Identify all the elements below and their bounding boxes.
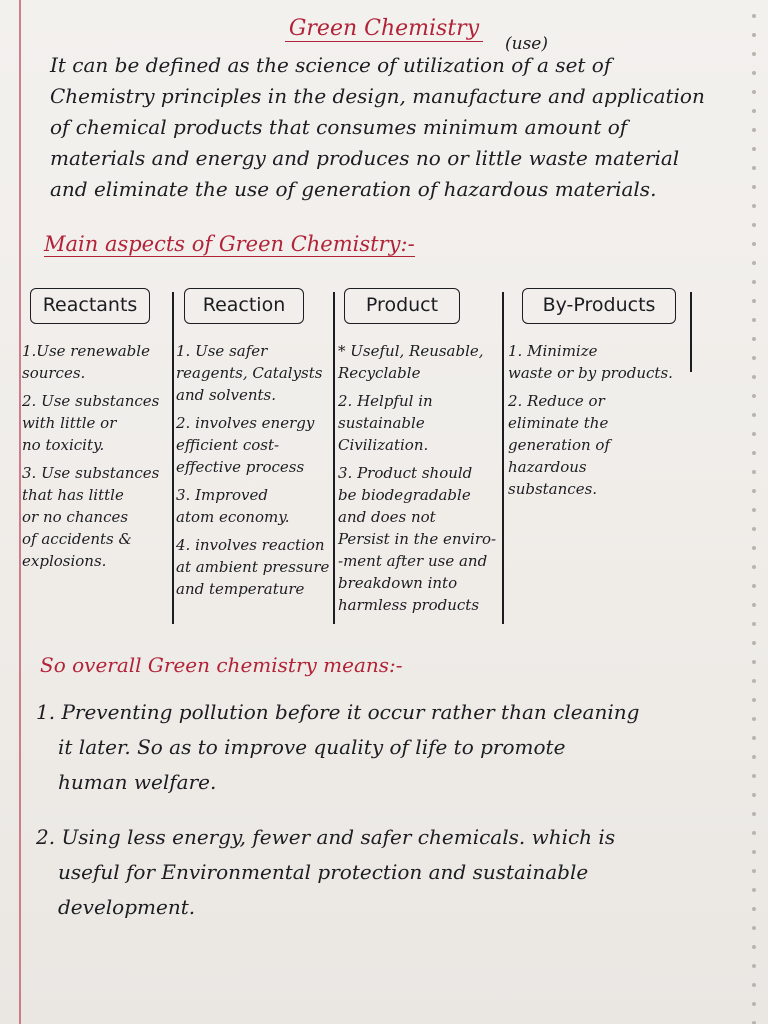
table-cell-line: 3. Improved — [176, 486, 268, 504]
column-divider — [502, 292, 504, 624]
perforation-dot — [752, 109, 756, 113]
table-cell-line: 3. Product should — [338, 464, 473, 482]
meaning-point — [36, 820, 748, 925]
table-cell-item — [176, 484, 330, 528]
header-product: Product — [344, 288, 460, 324]
table-cell-item — [338, 340, 500, 384]
perforation-dot — [752, 489, 756, 493]
table-cell-line: be biodegradable — [338, 486, 471, 504]
page-edge-perforation — [752, 0, 758, 1024]
table-cell-item — [22, 390, 170, 456]
perforation-dot — [752, 318, 756, 322]
table-cell-line: 2. Use substances — [22, 392, 160, 410]
perforation-dot — [752, 907, 756, 911]
header-reactants: Reactants — [30, 288, 150, 324]
perforation-dot — [752, 793, 756, 797]
meaning-point-line: development. — [58, 895, 196, 919]
perforation-dot — [752, 774, 756, 778]
table-cell-line: breakdown into — [338, 574, 458, 592]
perforation-dot — [752, 565, 756, 569]
table-cell-line: efficient cost- — [176, 436, 280, 454]
table-cell-line: at ambient pressure — [176, 558, 330, 576]
perforation-dot — [752, 736, 756, 740]
table-cell-item — [338, 462, 500, 616]
meaning-point — [36, 695, 748, 800]
table-cell-line: and does not — [338, 508, 436, 526]
aspects-heading — [44, 232, 415, 256]
table-cell-line: and solvents. — [176, 386, 277, 404]
table-cell-item — [176, 412, 330, 478]
perforation-dot — [752, 413, 756, 417]
definition-line: of chemical products that consumes minimum amount of — [50, 115, 628, 139]
perforation-dot — [752, 128, 756, 132]
header-reaction: Reaction — [184, 288, 304, 324]
table-cell-line: 1.Use renewable — [22, 342, 150, 360]
table-cell-line: 2. involves energy — [176, 414, 315, 432]
table-cell-line: effective process — [176, 458, 305, 476]
page-title — [0, 16, 768, 41]
table-cell-line: substances. — [508, 480, 598, 498]
perforation-dot — [752, 660, 756, 664]
perforation-dot — [752, 356, 756, 360]
perforation-dot — [752, 375, 756, 379]
table-cell-line: sustainable — [338, 414, 425, 432]
table-cell-line: eliminate the — [508, 414, 609, 432]
perforation-dot — [752, 204, 756, 208]
table-cell-line: no toxicity. — [22, 436, 105, 454]
definition-line: and eliminate the use of generation of hazardous materials. — [50, 177, 657, 201]
table-cell-line: generation of — [508, 436, 610, 454]
column-divider — [690, 292, 692, 372]
column-divider — [333, 292, 335, 624]
perforation-dot — [752, 717, 756, 721]
meaning-points — [36, 695, 748, 945]
perforation-dot — [752, 261, 756, 265]
table-cell-line: of accidents & — [22, 530, 132, 548]
meaning-point-line: it later. So as to improve quality of life to promote — [58, 735, 566, 759]
table-cell-line: Civilization. — [338, 436, 429, 454]
perforation-dot — [752, 223, 756, 227]
table-cell-item — [176, 534, 330, 600]
table-cell-line: 4. involves reaction — [176, 536, 325, 554]
table-cell-item — [508, 340, 688, 384]
definition-line: It can be defined as the science of utilization of a set of — [50, 53, 612, 77]
margin-line — [19, 0, 21, 1024]
header-by-products: By-Products — [522, 288, 676, 324]
table-cell-item — [338, 390, 500, 456]
perforation-dot — [752, 812, 756, 816]
perforation-dot — [752, 299, 756, 303]
table-cell-line: atom economy. — [176, 508, 290, 526]
perforation-dot — [752, 698, 756, 702]
perforation-dot — [752, 527, 756, 531]
table-cell-line: hazardous — [508, 458, 587, 476]
perforation-dot — [752, 945, 756, 949]
perforation-dot — [752, 983, 756, 987]
table-cell-line: -ment after use and — [338, 552, 488, 570]
perforation-dot — [752, 926, 756, 930]
perforation-dot — [752, 679, 756, 683]
perforation-dot — [752, 242, 756, 246]
perforation-dot — [752, 964, 756, 968]
table-cell-line: waste or by products. — [508, 364, 673, 382]
use-annotation: (use) — [505, 34, 548, 54]
perforation-dot — [752, 641, 756, 645]
reactants-column — [22, 340, 170, 578]
aspects-heading-text: Main aspects of Green Chemistry:- — [44, 232, 415, 256]
perforation-dot — [752, 470, 756, 474]
perforation-dot — [752, 584, 756, 588]
table-cell-line: sources. — [22, 364, 86, 382]
table-cell-line: Recyclable — [338, 364, 421, 382]
table-cell-line: with little or — [22, 414, 117, 432]
column-divider — [172, 292, 174, 624]
perforation-dot — [752, 337, 756, 341]
perforation-dot — [752, 451, 756, 455]
table-cell-line: 1. Minimize — [508, 342, 598, 360]
meaning-point-line: 1. Preventing pollution before it occur rather than cleaning — [36, 700, 640, 724]
table-cell-item — [176, 340, 330, 406]
perforation-dot — [752, 90, 756, 94]
perforation-dot — [752, 850, 756, 854]
table-cell-line: 2. Helpful in — [338, 392, 433, 410]
reaction-column — [176, 340, 330, 606]
table-cell-line: harmless products — [338, 596, 480, 614]
table-cell-line: 2. Reduce or — [508, 392, 605, 410]
page-title-text: Green Chemistry — [285, 16, 483, 42]
table-cell-line: that has little — [22, 486, 124, 504]
table-cell-line: explosions. — [22, 552, 107, 570]
perforation-dot — [752, 394, 756, 398]
meaning-point-line: human welfare. — [58, 770, 217, 794]
perforation-dot — [752, 888, 756, 892]
meaning-point-line: 2. Using less energy, fewer and safer chemicals. which is — [36, 825, 616, 849]
table-cell-line: 3. Use substances — [22, 464, 160, 482]
table-cell-item — [22, 340, 170, 384]
definition-paragraph — [50, 50, 750, 205]
overall-heading: So overall Green chemistry means:- — [40, 653, 403, 677]
perforation-dot — [752, 603, 756, 607]
definition-line: Chemistry principles in the design, manufacture and application — [50, 84, 705, 108]
table-cell-item — [508, 390, 688, 500]
table-cell-line: 1. Use safer — [176, 342, 268, 360]
perforation-dot — [752, 755, 756, 759]
meaning-point-line: useful for Environmental protection and sustainable — [58, 860, 589, 884]
table-cell-line: Persist in the enviro- — [338, 530, 497, 548]
definition-line: materials and energy and produces no or little waste material — [50, 146, 680, 170]
perforation-dot — [752, 432, 756, 436]
perforation-dot — [752, 71, 756, 75]
perforation-dot — [752, 1002, 756, 1006]
perforation-dot — [752, 280, 756, 284]
perforation-dot — [752, 166, 756, 170]
perforation-dot — [752, 147, 756, 151]
table-cell-line: or no chances — [22, 508, 129, 526]
product-column — [338, 340, 500, 622]
perforation-dot — [752, 52, 756, 56]
perforation-dot — [752, 831, 756, 835]
perforation-dot — [752, 546, 756, 550]
table-cell-line: * Useful, Reusable, — [338, 342, 484, 360]
perforation-dot — [752, 508, 756, 512]
perforation-dot — [752, 185, 756, 189]
by-products-column — [508, 340, 688, 506]
perforation-dot — [752, 869, 756, 873]
table-cell-item — [22, 462, 170, 572]
table-cell-line: and temperature — [176, 580, 305, 598]
perforation-dot — [752, 622, 756, 626]
table-cell-line: reagents, Catalysts — [176, 364, 323, 382]
